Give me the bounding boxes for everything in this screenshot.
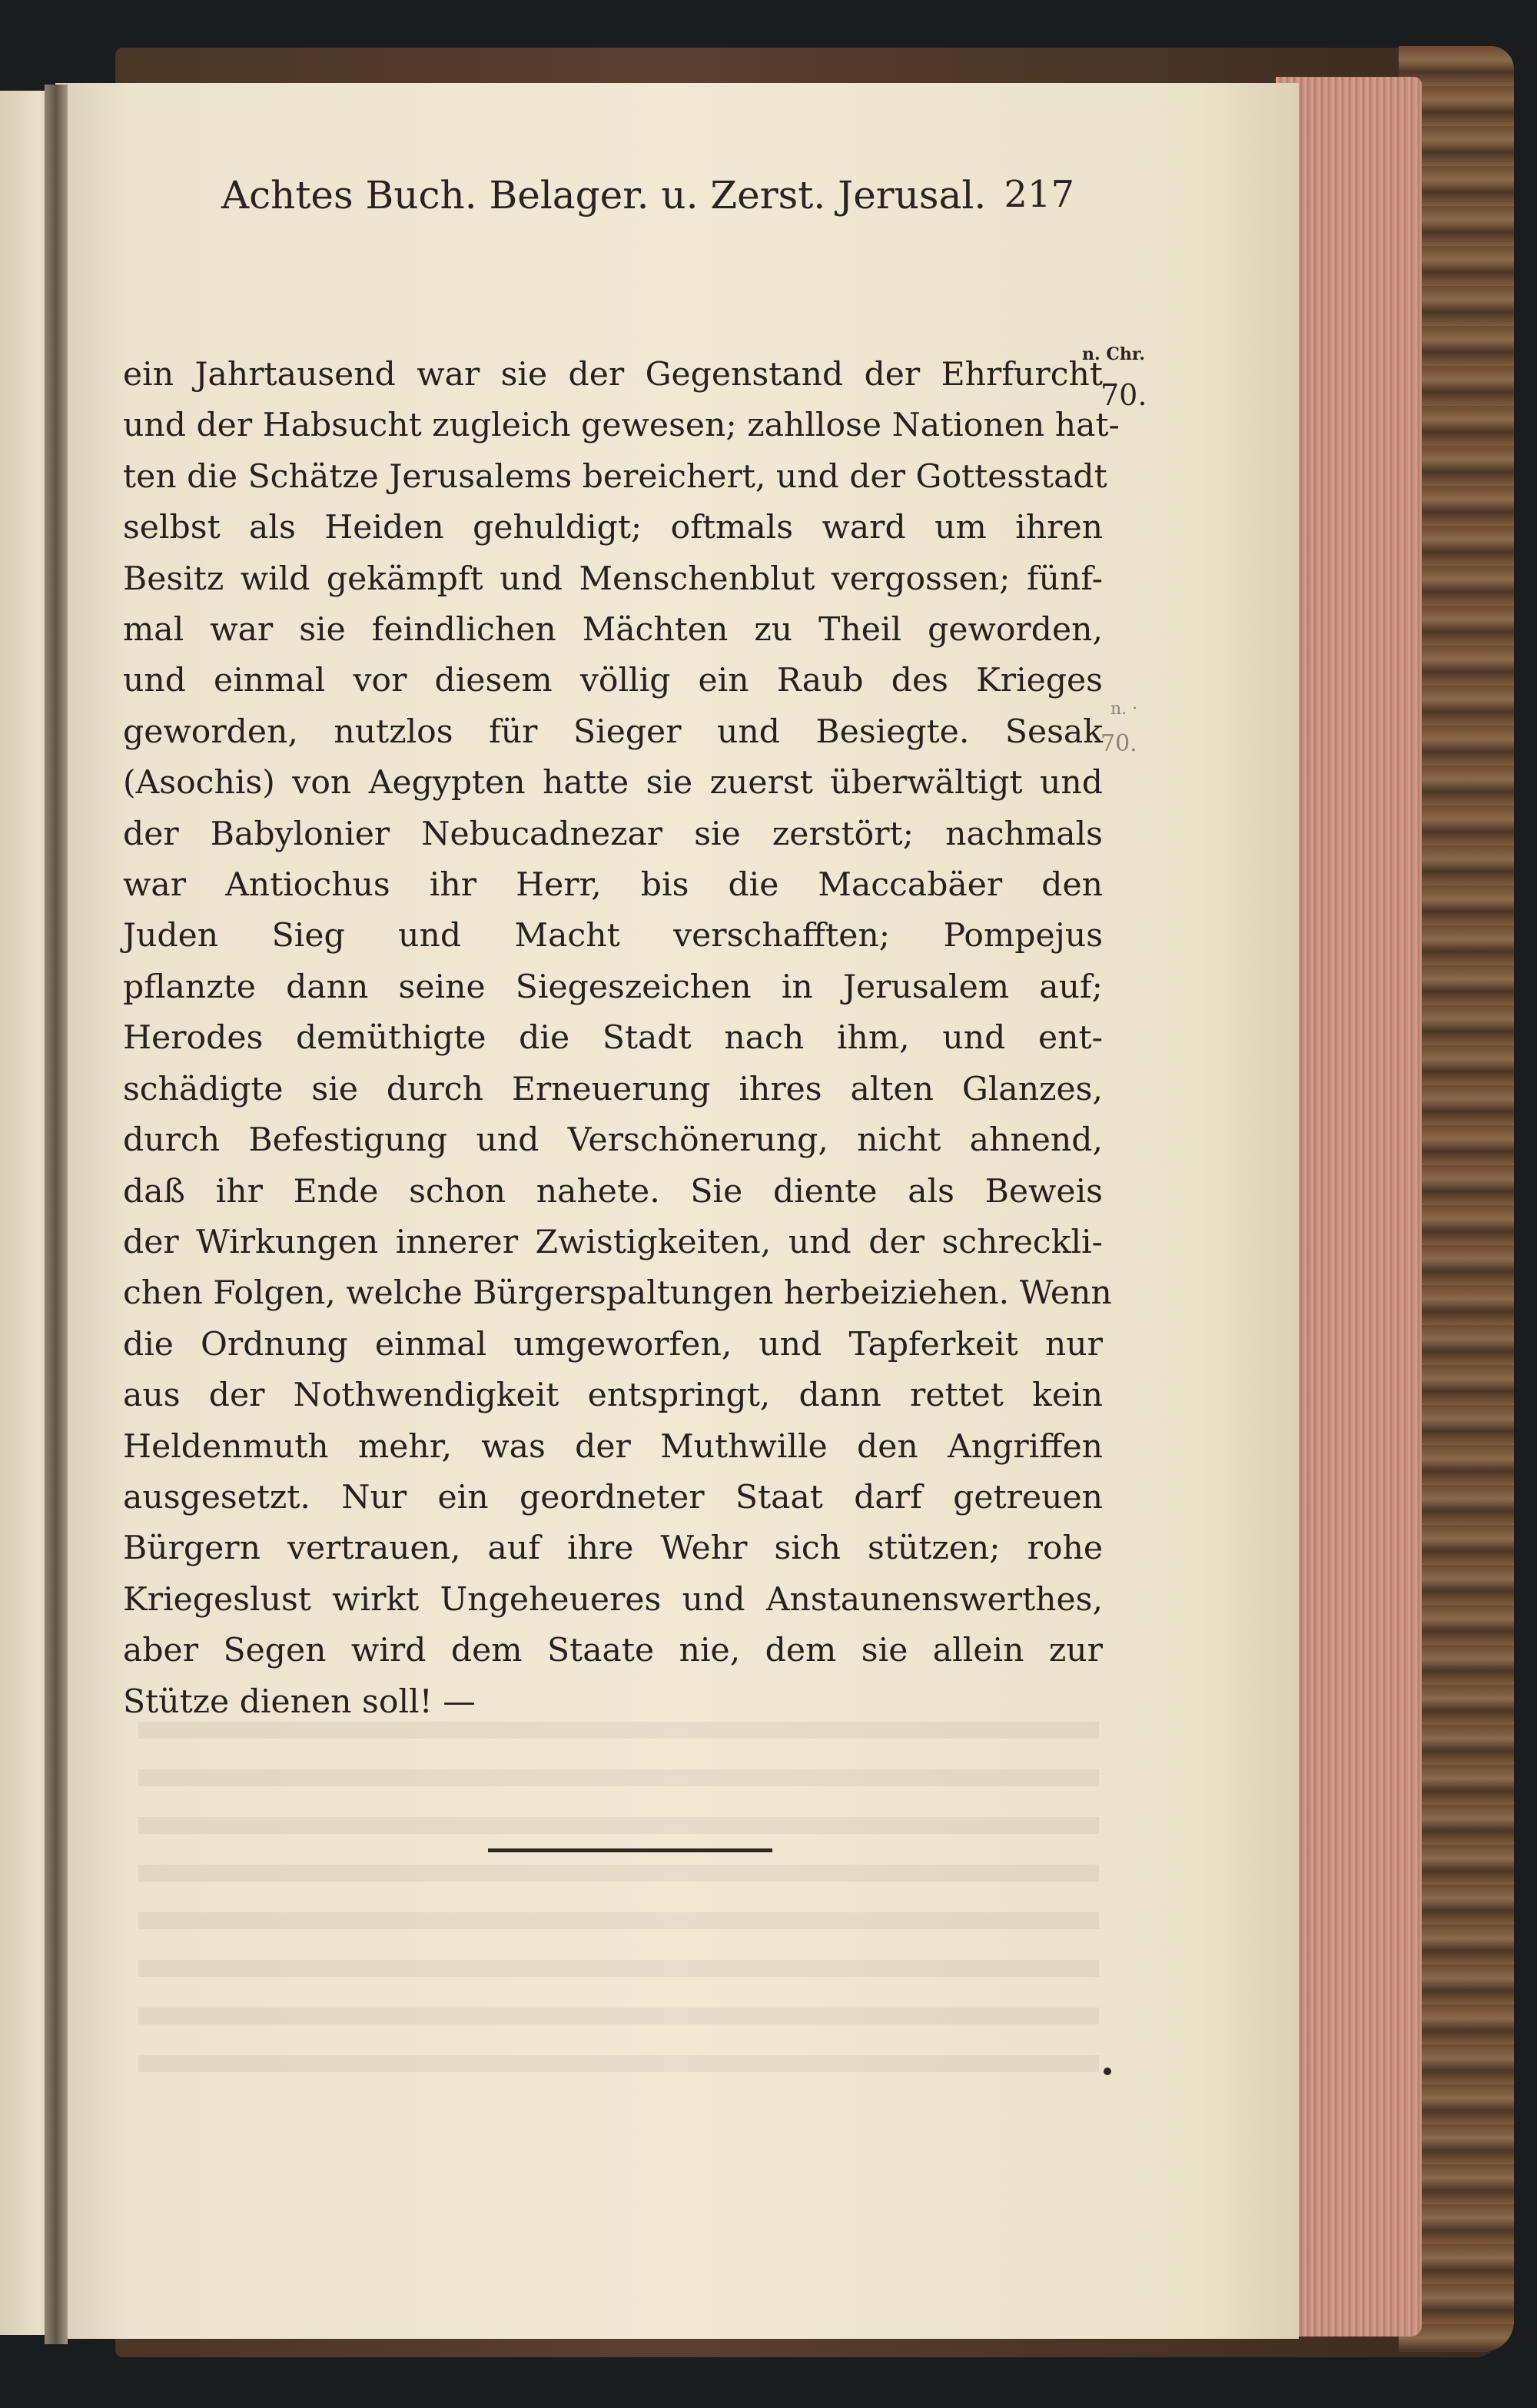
text-line: (Asochis) von Aegypten hatte sie zuerst überwältigt und [123, 764, 1103, 802]
margin-note-era-faded: n. · [1110, 699, 1138, 719]
text-line: Bürgern vertrauen, auf ihre Wehr sich stützen; rohe [123, 1529, 1103, 1568]
running-header [221, 173, 1074, 218]
book-gutter [45, 85, 68, 2344]
show-through-text [138, 1722, 1099, 2075]
margin-note-year-faded: 70. [1100, 730, 1137, 757]
text-line: Herodes demüthigte die Stadt nach ihm, und ent- [123, 1019, 1103, 1058]
text-line: mal war sie feindlichen Mächten zu Theil geworden, [123, 611, 1103, 649]
text-line: chen Folgen, welche Bürgerspaltungen herbeiziehen. Wenn [123, 1274, 1112, 1313]
ink-dot [1104, 2068, 1111, 2075]
text-line: Juden Sieg und Macht verschafften; Pompejus [123, 917, 1103, 955]
text-line: schädigte sie durch Erneuerung ihres alten Glanzes, [123, 1070, 1103, 1108]
text-line: die Ordnung einmal umgeworfen, und Tapferkeit nur [123, 1325, 1103, 1363]
text-line: pflanzte dann seine Siegeszeichen in Jerusalem auf; [123, 968, 1103, 1006]
text-line: Heldenmuth mehr, was der Muthwille den Angriffen [123, 1427, 1103, 1466]
text-line: war Antiochus ihr Herr, bis die Maccabäer den [123, 866, 1103, 905]
text-line: Kriegeslust wirkt Ungeheueres und Anstaunenswerthes, [123, 1580, 1103, 1619]
section-end-rule [488, 1848, 772, 1852]
text-line: aber Segen wird dem Staate nie, dem sie allein zur [123, 1632, 1103, 1670]
text-line: aus der Nothwendigkeit entspringt, dann rettet kein [123, 1377, 1103, 1415]
text-line: daß ihr Ende schon nahete. Sie diente als Beweis [123, 1172, 1103, 1211]
text-line: selbst als Heiden gehuldigt; oftmals ward um ihren [123, 509, 1103, 547]
text-line: der Wirkungen innerer Zwistigkeiten, und der schreckli- [123, 1223, 1103, 1261]
text-line: ten die Schätze Jerusalems bereichert, und der Gottesstadt [123, 457, 1107, 496]
margin-note-era: n. Chr. [1082, 344, 1146, 364]
text-line: Besitz wild gekämpft und Menschenblut vergossen; fünf- [123, 560, 1103, 598]
text-line: ausgesetzt. Nur ein geordneter Staat darf getreuen [123, 1478, 1103, 1516]
text-line: und der Habsucht zugleich gewesen; zahllose Nationen hat- [123, 407, 1120, 445]
text-line: ein Jahrtausend war sie der Gegenstand der Ehrfurcht [123, 356, 1103, 394]
margin-note-year: 70. [1100, 378, 1147, 412]
text-line: Stütze dienen soll! — [123, 1682, 476, 1721]
text-line: durch Befestigung und Verschönerung, nicht ahnend, [123, 1121, 1103, 1160]
text-line: und einmal vor diesem völlig ein Raub des Krieges [123, 662, 1103, 700]
page-number: 217 [1004, 173, 1074, 216]
text-line: geworden, nutzlos für Sieger und Besiegte. Sesak [123, 712, 1103, 751]
text-line: der Babylonier Nebucadnezar sie zerstört; nachmals [123, 815, 1103, 853]
running-title: Achtes Buch. Belager. u. Zerst. Jerusal. [221, 173, 987, 218]
